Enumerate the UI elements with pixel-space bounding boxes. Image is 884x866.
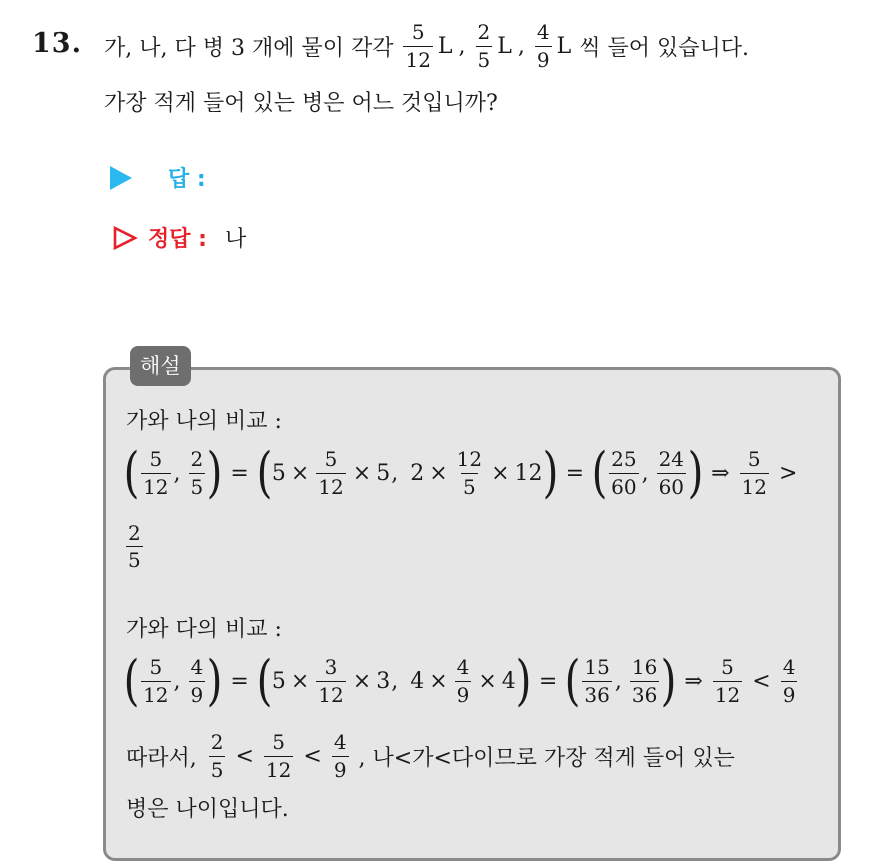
question-text-prefix: 가, 나, 다 병 3 개에 물이 각각 — [104, 35, 394, 61]
comparison-2-equation: ( $\frac{5}{12}$ , $\frac{4}{9}$ ) = ( 5 × $\frac{3}{12}$ × 3 , 4 × $\frac{4}{9}$ × 4 ) = ( $\frac{15}{36}$ , $\frac{16}{36}$ ) ⇒ $\frac{5}{12}$ < $\frac{4}{9}$ — [123, 649, 796, 712]
unit-liter: L — [556, 33, 572, 59]
key-answer-row — [112, 222, 246, 253]
fraction: $\frac{4}{9}$ — [456, 655, 470, 707]
implies-symbol: ⇒ — [711, 460, 730, 486]
key-answer-label: 정답 : — [148, 227, 207, 252]
fraction: $\frac{15}{36}$ — [584, 655, 610, 707]
fraction: $\frac{5}{12}$ — [714, 655, 741, 707]
explanation-tag: 해설 — [130, 346, 191, 386]
fraction: $\frac{4}{9}$ — [333, 730, 347, 782]
fraction: $\frac{16}{36}$ — [631, 655, 658, 707]
unit-liter: L — [497, 33, 512, 59]
implies-symbol: ⇒ — [684, 668, 703, 694]
question-text-suffix: 씩 들어 있습니다. — [579, 35, 749, 61]
play-outline-icon — [112, 225, 138, 251]
fraction: $\frac{4}{9}$ — [782, 655, 796, 707]
fraction: $\frac{5}{12}$ — [143, 655, 169, 707]
answer-row — [110, 162, 206, 193]
fraction-na: $\frac{2}{5}$ — [477, 20, 491, 72]
question-number: 13. — [32, 28, 82, 59]
fraction: $\frac{25}{60}$ — [611, 447, 637, 499]
fraction: $\frac{3}{12}$ — [318, 655, 344, 707]
fraction: $\frac{12}{5}$ — [456, 447, 483, 499]
comparison-1-wrapped-fraction — [124, 522, 145, 572]
key-answer-value: 나 — [224, 227, 247, 252]
comparison-1-equation: ( $\frac{5}{12}$ , $\frac{2}{5}$ ) = ( 5 × $\frac{5}{12}$ × 5 , 2 × $\frac{12}{5}$ × 12 ) = ( $\frac{25}{60}$ , $\frac{24}{60}$ ) ⇒ $\frac{5}{12}$ > — [123, 441, 798, 504]
fraction: $\frac{5}{12}$ — [318, 447, 344, 499]
fraction: $\frac{2}{5}$ — [128, 521, 141, 573]
fraction: $\frac{5}{12}$ — [143, 447, 169, 499]
play-filled-icon — [110, 166, 132, 190]
answer-label: 답 : — [168, 167, 206, 192]
conclusion-line: 따라서, $\frac{2}{5}$ < $\frac{5}{12}$ < $\frac{4}{9}$ , 나<가<다이므로 가장 적게 들어 있는 — [126, 730, 735, 782]
fraction: $\frac{5}{12}$ — [265, 730, 292, 782]
fraction: $\frac{4}{9}$ — [190, 655, 204, 707]
fraction-da: $\frac{4}{9}$ — [536, 20, 550, 72]
conclusion-end: 병은 나이입니다. — [126, 797, 289, 822]
question-line-1: 가, 나, 다 병 3 개에 물이 각각 $\frac{5}{12}$ L , $\frac{2}{5}$ L , $\frac{4}{9}$ L 씩 들어 있습니다. — [104, 20, 749, 72]
fraction: $\frac{24}{60}$ — [658, 447, 685, 499]
comparison-1-title: 가와 나의 비교 : — [126, 409, 282, 434]
unit-liter: L — [437, 33, 453, 59]
fraction-ga: $\frac{5}{12}$ — [405, 20, 431, 72]
comparison-2-title: 가와 다의 비교 : — [126, 617, 282, 642]
question-line-2: 가장 적게 들어 있는 병은 어느 것입니까? — [104, 91, 498, 116]
fraction: $\frac{2}{5}$ — [190, 447, 204, 499]
fraction: $\frac{5}{12}$ — [741, 447, 767, 499]
fraction: $\frac{2}{5}$ — [210, 730, 224, 782]
